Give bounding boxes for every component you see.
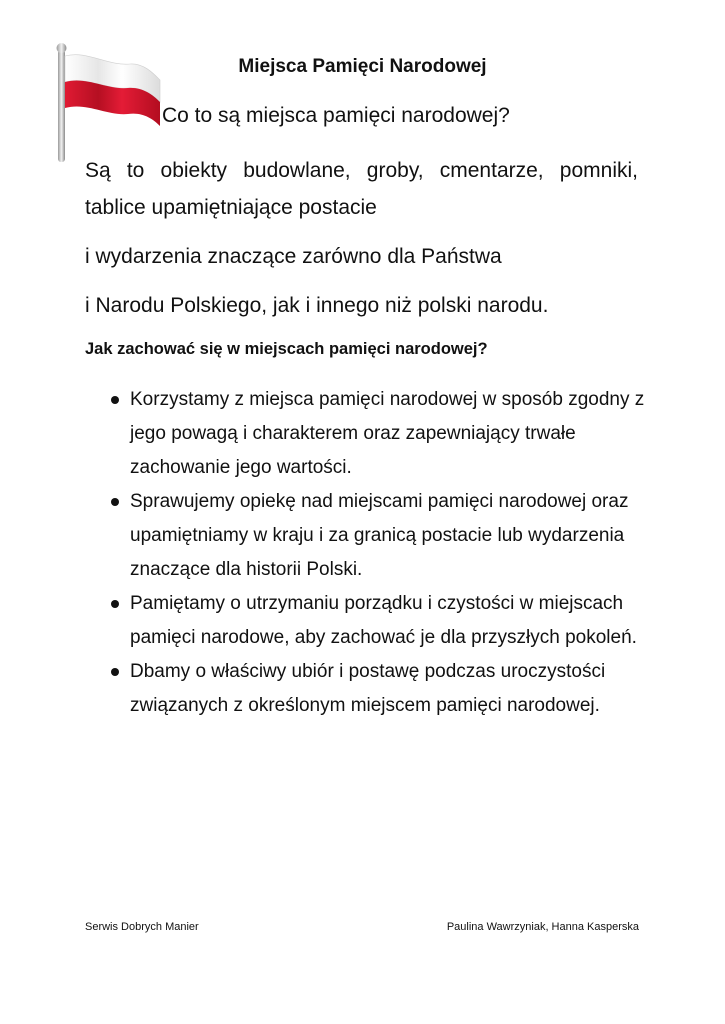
section-heading: Jak zachować się w miejscach pamięci narodowej? <box>85 340 488 358</box>
list-item <box>110 383 650 485</box>
list-item <box>110 587 650 655</box>
intro-paragraph-3: i Narodu Polskiego, jak i innego niż polski narodu. <box>85 294 549 317</box>
list-item-text: Sprawujemy opiekę nad miejscami pamięci narodowej oraz upamiętniamy w kraju i za granicą postacie lub wydarzenia znaczące dla historii Polski. <box>130 491 629 580</box>
footer-source: Serwis Dobrych Manier <box>85 921 199 933</box>
intro-paragraph-1: Są to obiekty budowlane, groby, cmentarze, pomniki, tablice upamiętniające postacie <box>85 159 638 219</box>
rules-list <box>110 383 650 723</box>
intro-text <box>85 152 638 324</box>
bullet-icon <box>111 396 119 404</box>
list-item <box>110 655 650 723</box>
bullet-icon <box>111 668 119 676</box>
list-item <box>110 485 650 587</box>
footer-authors: Paulina Wawrzyniak, Hanna Kasperska <box>446 921 639 933</box>
list-item-text: Korzystamy z miejsca pamięci narodowej w sposób zgodny z jego powagą i charakterem oraz zapewniający trwałe zachowanie jego wartości. <box>130 389 645 478</box>
subtitle-question: Co to są miejsca pamięci narodowej? <box>162 104 510 127</box>
bullet-icon <box>111 600 119 608</box>
page-title: Miejsca Pamięci Narodowej <box>238 56 487 77</box>
list-item-text: Dbamy o właściwy ubiór i postawę podczas uroczystości związanych z określonym miejscem pamięci narodowej. <box>130 661 606 716</box>
intro-paragraph-2: i wydarzenia znaczące zarówno dla Państwa <box>85 245 502 268</box>
bullet-icon <box>111 498 119 506</box>
list-item-text: Pamiętamy o utrzymaniu porządku i czystości w miejscach pamięci narodowe, aby zachować je dla przyszłych pokoleń. <box>130 593 637 648</box>
